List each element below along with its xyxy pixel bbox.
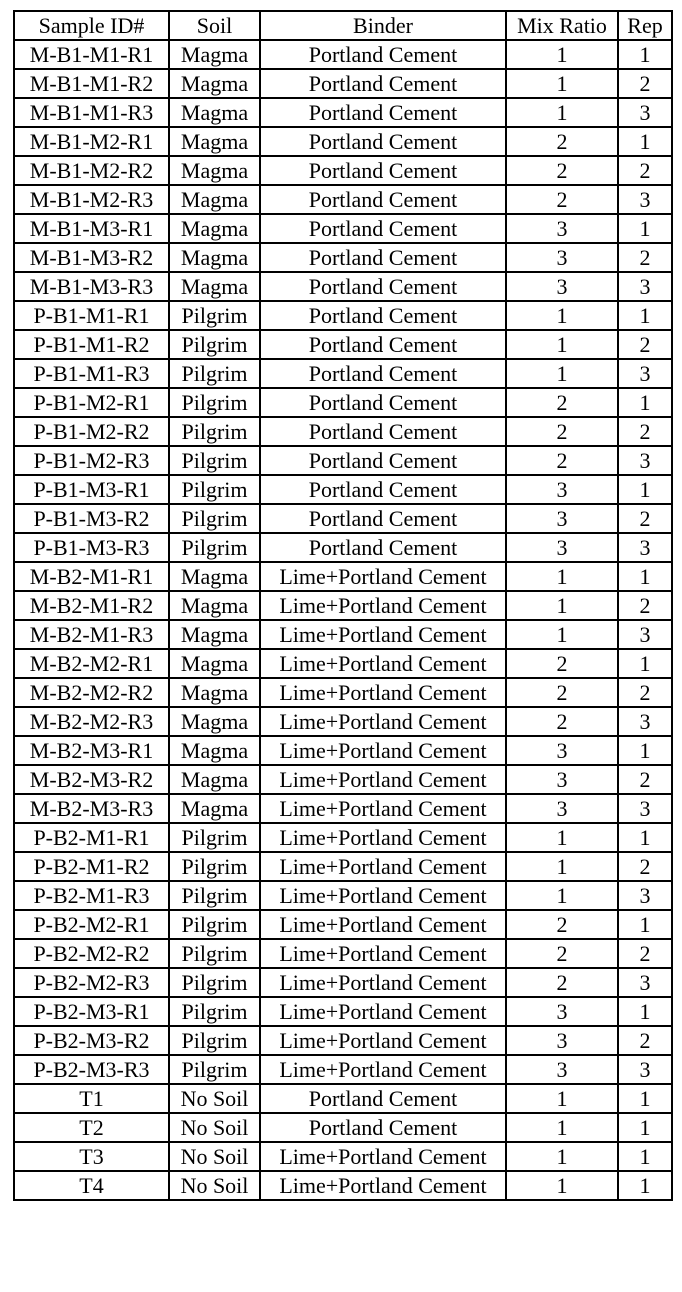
cell-rep: 2 [618,504,672,533]
cell-binder: Lime+Portland Cement [260,968,506,997]
table-row [14,707,672,736]
cell-rep: 2 [618,678,672,707]
table-row [14,475,672,504]
cell-mix-ratio: 1 [506,330,618,359]
cell-soil: Pilgrim [169,1055,260,1084]
cell-rep: 2 [618,69,672,98]
cell-binder: Portland Cement [260,272,506,301]
cell-rep: 1 [618,388,672,417]
cell-soil: Pilgrim [169,359,260,388]
cell-binder: Lime+Portland Cement [260,707,506,736]
cell-sample-id: P-B1-M1-R3 [14,359,169,388]
cell-binder: Lime+Portland Cement [260,997,506,1026]
cell-soil: Pilgrim [169,388,260,417]
cell-rep: 3 [618,98,672,127]
cell-sample-id: M-B2-M3-R1 [14,736,169,765]
cell-rep: 1 [618,475,672,504]
cell-rep: 1 [618,1084,672,1113]
cell-mix-ratio: 1 [506,69,618,98]
table-row [14,1171,672,1200]
cell-soil: Magma [169,591,260,620]
cell-mix-ratio: 3 [506,765,618,794]
cell-binder: Lime+Portland Cement [260,852,506,881]
cell-rep: 3 [618,446,672,475]
header-binder: Binder [260,11,506,40]
table-row [14,881,672,910]
cell-sample-id: M-B2-M3-R3 [14,794,169,823]
table-row [14,40,672,69]
cell-sample-id: M-B2-M3-R2 [14,765,169,794]
cell-sample-id: M-B2-M1-R3 [14,620,169,649]
cell-mix-ratio: 2 [506,910,618,939]
cell-rep: 1 [618,301,672,330]
cell-mix-ratio: 1 [506,823,618,852]
cell-rep: 1 [618,910,672,939]
cell-binder: Portland Cement [260,243,506,272]
table-row [14,243,672,272]
cell-sample-id: P-B2-M3-R2 [14,1026,169,1055]
table-row [14,98,672,127]
cell-binder: Portland Cement [260,69,506,98]
cell-sample-id: M-B1-M3-R1 [14,214,169,243]
table-row [14,1055,672,1084]
cell-soil: Magma [169,736,260,765]
cell-mix-ratio: 1 [506,301,618,330]
sample-table [13,10,673,1201]
cell-sample-id: P-B2-M1-R3 [14,881,169,910]
cell-binder: Lime+Portland Cement [260,910,506,939]
cell-binder: Lime+Portland Cement [260,1026,506,1055]
cell-sample-id: M-B1-M1-R1 [14,40,169,69]
cell-soil: Magma [169,214,260,243]
table-row [14,736,672,765]
cell-binder: Portland Cement [260,98,506,127]
cell-soil: Magma [169,127,260,156]
cell-sample-id: M-B2-M1-R2 [14,591,169,620]
cell-soil: Magma [169,765,260,794]
cell-sample-id: T2 [14,1113,169,1142]
cell-soil: Pilgrim [169,475,260,504]
cell-soil: No Soil [169,1113,260,1142]
table-row [14,649,672,678]
cell-rep: 1 [618,997,672,1026]
cell-binder: Lime+Portland Cement [260,678,506,707]
cell-sample-id: P-B2-M2-R3 [14,968,169,997]
cell-mix-ratio: 3 [506,214,618,243]
cell-mix-ratio: 3 [506,533,618,562]
cell-sample-id: M-B1-M1-R3 [14,98,169,127]
cell-rep: 1 [618,1171,672,1200]
table-row [14,330,672,359]
cell-rep: 3 [618,272,672,301]
cell-soil: Pilgrim [169,968,260,997]
header-sample-id: Sample ID# [14,11,169,40]
cell-sample-id: M-B2-M2-R3 [14,707,169,736]
cell-soil: Magma [169,620,260,649]
cell-soil: Magma [169,185,260,214]
cell-rep: 1 [618,823,672,852]
cell-mix-ratio: 2 [506,707,618,736]
cell-sample-id: T1 [14,1084,169,1113]
cell-soil: Pilgrim [169,301,260,330]
cell-mix-ratio: 1 [506,1171,618,1200]
cell-rep: 2 [618,852,672,881]
cell-mix-ratio: 2 [506,968,618,997]
table-row [14,765,672,794]
cell-mix-ratio: 3 [506,475,618,504]
header-rep: Rep [618,11,672,40]
cell-soil: Pilgrim [169,997,260,1026]
cell-soil: Pilgrim [169,330,260,359]
cell-mix-ratio: 2 [506,678,618,707]
cell-binder: Portland Cement [260,40,506,69]
cell-mix-ratio: 1 [506,359,618,388]
cell-soil: Pilgrim [169,504,260,533]
cell-rep: 2 [618,1026,672,1055]
cell-sample-id: P-B2-M3-R3 [14,1055,169,1084]
cell-rep: 3 [618,881,672,910]
cell-rep: 3 [618,359,672,388]
cell-soil: Pilgrim [169,533,260,562]
cell-binder: Lime+Portland Cement [260,649,506,678]
cell-binder: Portland Cement [260,388,506,417]
cell-soil: Magma [169,40,260,69]
cell-soil: Pilgrim [169,881,260,910]
header-soil: Soil [169,11,260,40]
cell-mix-ratio: 1 [506,98,618,127]
cell-sample-id: M-B2-M2-R2 [14,678,169,707]
cell-sample-id: P-B1-M3-R2 [14,504,169,533]
cell-sample-id: P-B2-M2-R1 [14,910,169,939]
cell-rep: 3 [618,794,672,823]
cell-binder: Portland Cement [260,533,506,562]
cell-binder: Lime+Portland Cement [260,620,506,649]
cell-binder: Portland Cement [260,301,506,330]
cell-sample-id: M-B2-M2-R1 [14,649,169,678]
cell-soil: Magma [169,678,260,707]
table-row [14,359,672,388]
cell-soil: No Soil [169,1171,260,1200]
cell-mix-ratio: 1 [506,562,618,591]
cell-binder: Portland Cement [260,330,506,359]
table-row [14,562,672,591]
cell-soil: Pilgrim [169,417,260,446]
cell-binder: Lime+Portland Cement [260,939,506,968]
cell-mix-ratio: 1 [506,1113,618,1142]
cell-soil: Magma [169,156,260,185]
cell-mix-ratio: 3 [506,736,618,765]
cell-rep: 1 [618,214,672,243]
cell-mix-ratio: 1 [506,881,618,910]
cell-binder: Lime+Portland Cement [260,1055,506,1084]
cell-sample-id: T4 [14,1171,169,1200]
cell-mix-ratio: 2 [506,939,618,968]
cell-rep: 2 [618,765,672,794]
cell-binder: Portland Cement [260,185,506,214]
table-header [14,11,672,40]
cell-soil: Pilgrim [169,852,260,881]
table-row [14,1084,672,1113]
cell-mix-ratio: 1 [506,591,618,620]
table-row [14,939,672,968]
table-row [14,446,672,475]
table-body [14,40,672,1200]
table-row [14,591,672,620]
cell-rep: 1 [618,40,672,69]
cell-mix-ratio: 3 [506,504,618,533]
cell-rep: 1 [618,1113,672,1142]
cell-sample-id: M-B1-M2-R2 [14,156,169,185]
cell-soil: Pilgrim [169,910,260,939]
cell-soil: Pilgrim [169,446,260,475]
cell-sample-id: M-B1-M2-R1 [14,127,169,156]
cell-rep: 2 [618,156,672,185]
cell-binder: Lime+Portland Cement [260,794,506,823]
cell-sample-id: M-B1-M3-R3 [14,272,169,301]
cell-sample-id: P-B2-M1-R1 [14,823,169,852]
cell-binder: Portland Cement [260,446,506,475]
cell-sample-id: P-B1-M3-R3 [14,533,169,562]
cell-sample-id: P-B2-M2-R2 [14,939,169,968]
cell-binder: Lime+Portland Cement [260,591,506,620]
cell-soil: No Soil [169,1084,260,1113]
table-row [14,1142,672,1171]
cell-sample-id: P-B1-M2-R1 [14,388,169,417]
cell-mix-ratio: 1 [506,1084,618,1113]
cell-soil: Magma [169,562,260,591]
table-row [14,620,672,649]
cell-rep: 1 [618,562,672,591]
cell-rep: 2 [618,330,672,359]
cell-rep: 2 [618,417,672,446]
cell-mix-ratio: 2 [506,388,618,417]
cell-binder: Portland Cement [260,1084,506,1113]
table-row [14,185,672,214]
cell-rep: 3 [618,533,672,562]
cell-sample-id: P-B1-M2-R3 [14,446,169,475]
cell-soil: Magma [169,794,260,823]
cell-rep: 3 [618,185,672,214]
cell-mix-ratio: 3 [506,243,618,272]
cell-binder: Portland Cement [260,1113,506,1142]
cell-soil: Pilgrim [169,823,260,852]
cell-soil: Magma [169,69,260,98]
cell-binder: Portland Cement [260,475,506,504]
cell-soil: Magma [169,649,260,678]
cell-binder: Portland Cement [260,504,506,533]
table-row [14,910,672,939]
cell-binder: Lime+Portland Cement [260,823,506,852]
cell-mix-ratio: 2 [506,185,618,214]
table-row [14,301,672,330]
header-mix-ratio: Mix Ratio [506,11,618,40]
cell-soil: Magma [169,243,260,272]
cell-mix-ratio: 3 [506,1026,618,1055]
header-row [14,11,672,40]
cell-rep: 3 [618,620,672,649]
table-row [14,156,672,185]
cell-binder: Lime+Portland Cement [260,765,506,794]
cell-soil: Magma [169,272,260,301]
cell-binder: Portland Cement [260,127,506,156]
cell-sample-id: P-B1-M2-R2 [14,417,169,446]
cell-sample-id: P-B2-M1-R2 [14,852,169,881]
cell-rep: 3 [618,968,672,997]
table-row [14,533,672,562]
cell-rep: 1 [618,736,672,765]
cell-mix-ratio: 3 [506,794,618,823]
cell-rep: 3 [618,1055,672,1084]
cell-mix-ratio: 1 [506,1142,618,1171]
cell-soil: Pilgrim [169,1026,260,1055]
cell-rep: 3 [618,707,672,736]
table-row [14,1026,672,1055]
table-row [14,69,672,98]
table-row [14,1113,672,1142]
cell-binder: Lime+Portland Cement [260,562,506,591]
cell-mix-ratio: 2 [506,417,618,446]
cell-binder: Lime+Portland Cement [260,736,506,765]
cell-mix-ratio: 1 [506,620,618,649]
table-row [14,678,672,707]
cell-soil: Magma [169,707,260,736]
table-row [14,272,672,301]
cell-rep: 2 [618,243,672,272]
cell-sample-id: T3 [14,1142,169,1171]
table-row [14,823,672,852]
table-row [14,417,672,446]
table-row [14,388,672,417]
cell-binder: Lime+Portland Cement [260,1142,506,1171]
cell-binder: Portland Cement [260,156,506,185]
cell-mix-ratio: 2 [506,649,618,678]
cell-rep: 1 [618,127,672,156]
cell-rep: 2 [618,591,672,620]
table-row [14,968,672,997]
cell-rep: 2 [618,939,672,968]
cell-soil: Pilgrim [169,939,260,968]
cell-mix-ratio: 3 [506,997,618,1026]
cell-mix-ratio: 3 [506,272,618,301]
table-row [14,214,672,243]
cell-sample-id: M-B2-M1-R1 [14,562,169,591]
cell-binder: Portland Cement [260,214,506,243]
cell-binder: Lime+Portland Cement [260,1171,506,1200]
cell-mix-ratio: 2 [506,156,618,185]
table-row [14,127,672,156]
cell-sample-id: M-B1-M3-R2 [14,243,169,272]
cell-soil: Magma [169,98,260,127]
cell-rep: 1 [618,1142,672,1171]
cell-soil: No Soil [169,1142,260,1171]
table-row [14,852,672,881]
cell-mix-ratio: 1 [506,40,618,69]
cell-sample-id: M-B1-M1-R2 [14,69,169,98]
cell-sample-id: P-B1-M1-R2 [14,330,169,359]
table-row [14,504,672,533]
cell-binder: Lime+Portland Cement [260,881,506,910]
cell-sample-id: P-B2-M3-R1 [14,997,169,1026]
cell-binder: Portland Cement [260,359,506,388]
table-row [14,794,672,823]
cell-rep: 1 [618,649,672,678]
cell-sample-id: P-B1-M3-R1 [14,475,169,504]
cell-mix-ratio: 1 [506,852,618,881]
table-row [14,997,672,1026]
cell-mix-ratio: 2 [506,446,618,475]
cell-binder: Portland Cement [260,417,506,446]
cell-sample-id: P-B1-M1-R1 [14,301,169,330]
cell-mix-ratio: 2 [506,127,618,156]
cell-mix-ratio: 3 [506,1055,618,1084]
cell-sample-id: M-B1-M2-R3 [14,185,169,214]
